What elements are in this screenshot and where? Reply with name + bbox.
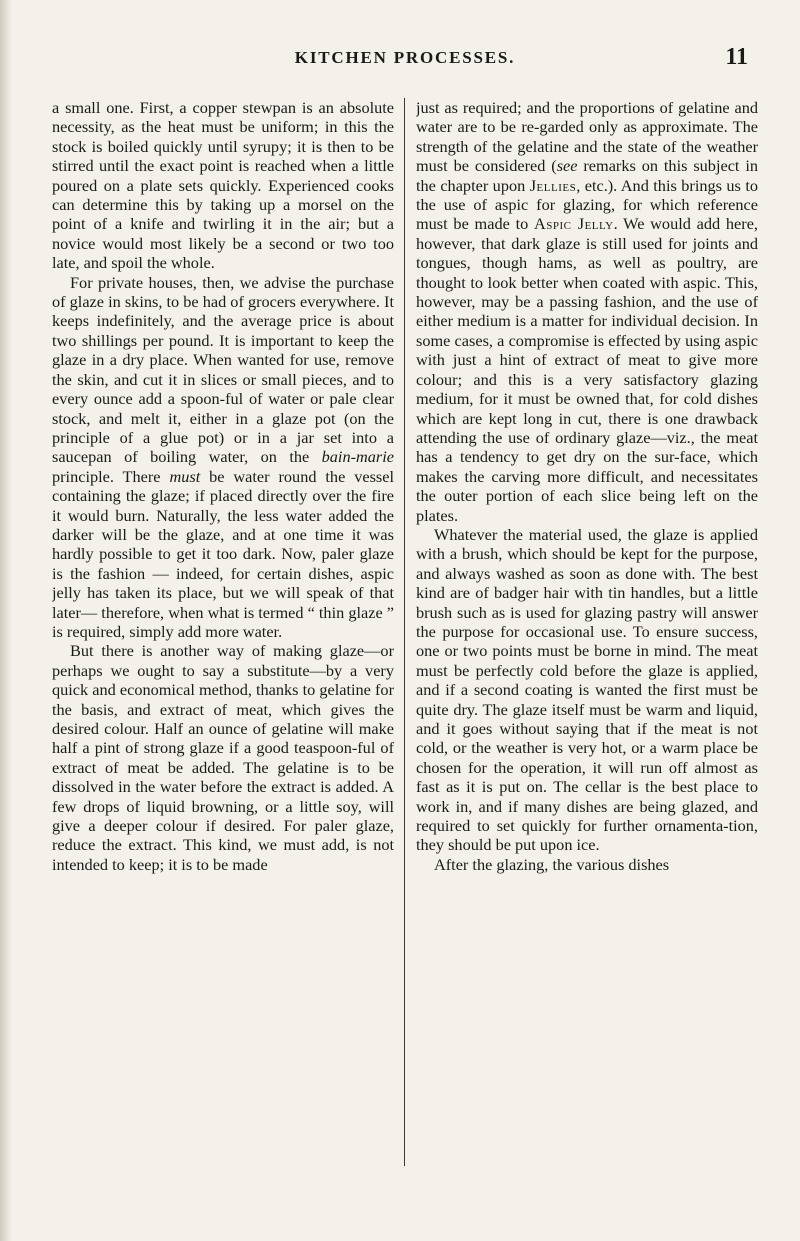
left-paragraph-3: But there is another way of making glaze—or perhaps we ought to say a substitute—by a very quick and economical method, thanks to gelatine for the basis, and extract of meat, which gives the desired colour. Half an ounce of gelatine will make half a pint of strong glaze if a good teaspoon-ful of extract of meat be added. The gelatine is to be dissolved in the water before the extract is added. A few drops of liquid browning, or a little soy, will give a deeper colour if desired. For paler glaze, reduce the extract. This kind, we must add, is not intended to keep; it is to be made [52,641,394,874]
running-head: KITCHEN PROCESSES. [294,48,516,67]
binding-edge [0,0,12,1241]
text-run: remarks on this subject in the chapter upon [416,156,758,195]
smallcaps-jellies: Jellies [529,175,577,195]
smallcaps-aspic-jelly: Aspic Jelly [534,214,614,234]
text-run: just as required; and the proportions of gelatine and water are to be re-garded only as approximate. The strength of the gelatine and the state of the weather must be considered ( [416,98,758,176]
right-paragraph-1 [416,98,758,525]
text-run: For private houses, then, we advise the purchase of glaze in skins, to be had of grocers everywhere. It keeps indefinitely, and the average price is about two shillings per pound. It is important to keep the glaze in a dry place. When wanted for use, remove the skin, and cut it in slices or small pieces, and to every ounce add a spoon-ful of water or pale clear stock, and melt it, either in a glaze pot (on the principle of a glue pot) or in a jar set into a saucepan of boiling water, on the [52,272,394,467]
text-run: principle. There [52,466,170,486]
italic-must: must [169,466,201,486]
left-column [52,98,394,1178]
text-run: , etc.). And this brings us to the use of aspic for glazing, for which reference must be made to [416,175,758,234]
text-run: . We would add here, however, that dark glaze is still used for joints and tongues, though hams, as well as poultry, are thought to look better when coated with aspic. This, however, may be a passing fashion, and the use of either medium is a matter for individual decision. In some cases, a compromise is effected by using aspic with just a hint of extract of meat to give more colour; and this is a very satisfactory glazing medium, for it must be owned that, for cold dishes which are kept long in cut, there is one drawback attending the use of ordinary glaze—viz., the meat has a tendency to get dry on the sur-face, which makes the carving more difficult, and necessitates the outer portion of each slice being left on the plates. [416,214,758,525]
column-rule [404,98,405,1166]
right-paragraph-3: After the glazing, the various dishes [434,854,670,874]
left-paragraph-1: a small one. First, a copper stewpan is an absolute necessity, as the heat must be uniform; in this the stock is boiled quickly until syrupy; it is then to be stirred until the exact point is reached when a little poured on a plate sets quickly. Experienced cooks can determine this by taking up a morsel on the point of a knife and twirling it in the air; but a novice would most likely be a second or two too late, and spoil the whole. [52,98,394,273]
page-header [54,44,756,80]
italic-bain-marie: bain-marie [321,447,394,467]
left-paragraph-2 [52,273,394,642]
text-run: be water round the vessel containing the glaze; if placed directly over the fire it would burn. Naturally, the less water added the darker will be the glaze, and at one time it was hardly possible to get it too dark. Now, paler glaze is the fashion — indeed, for certain dishes, aspic jelly has taken its place, but we will speak of that later— therefore, when what is termed “ thin glaze ” is required, simply add more water. [52,466,394,641]
right-column [416,98,758,1178]
page-number: 11 [725,44,748,70]
right-paragraph-2: Whatever the material used, the glaze is applied with a brush, which should be kept for the purpose, and always washed as soon as done with. The best kind are of badger hair with tin handles, but a little brush such as is used for glazing pastry will answer the purpose for occasional use. To ensure success, one or two points must be borne in mind. The meat must be perfectly cold before the glaze is applied, and if a second coating is wanted the first must be quite dry. The glaze itself must be warm and liquid, and it goes without saying that if the meat is not cold, or the weather is very hot, or a warm place be chosen for the operation, it will run off almost as fast as it is put on. The cellar is the best place to work in, and if many dishes are being glazed, and required to set quickly for further ornamenta-tion, they should be put upon ice. [416,524,758,855]
italic-see: see [556,156,578,176]
